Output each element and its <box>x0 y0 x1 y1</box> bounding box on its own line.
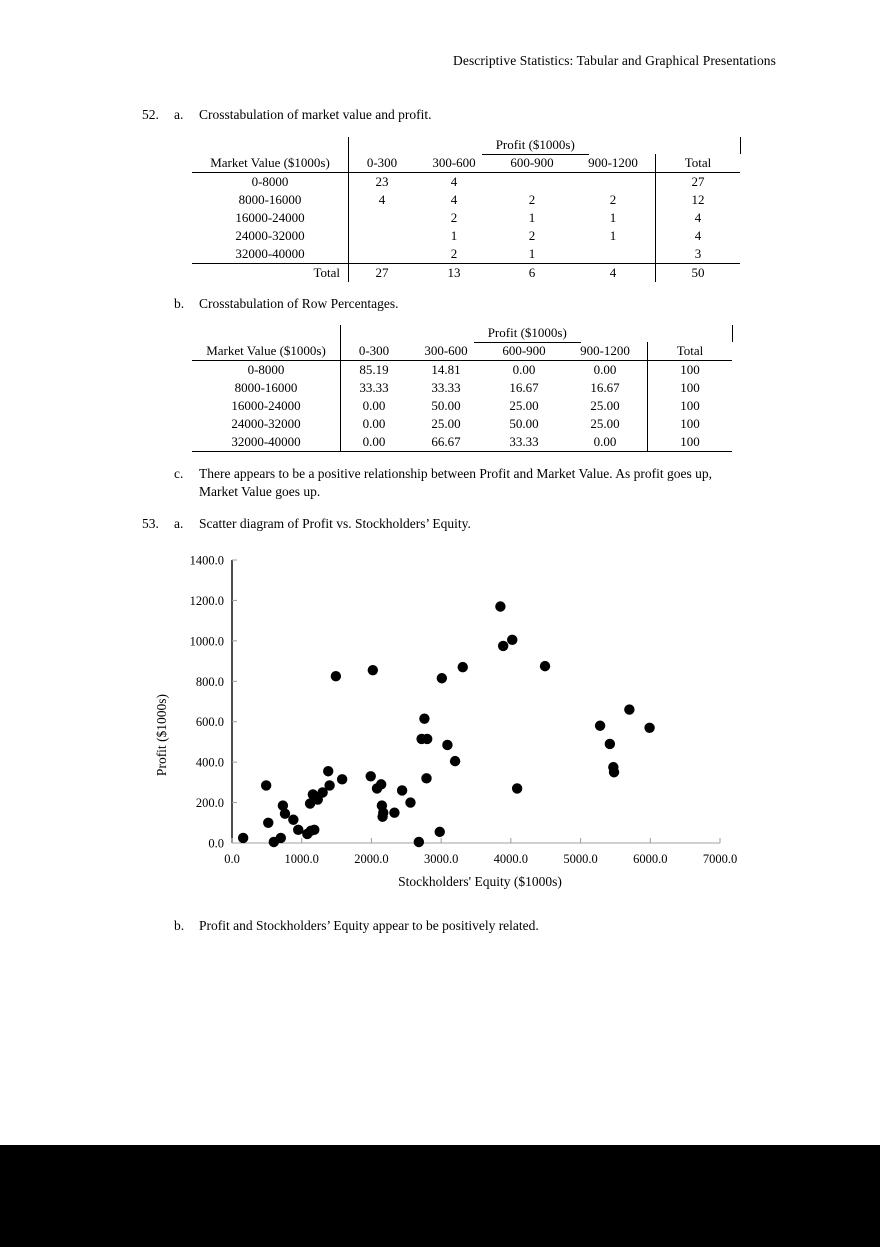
table-row <box>192 415 789 433</box>
table-row <box>192 173 797 192</box>
page-header: Descriptive Statistics: Tabular and Graphical Presentations <box>453 53 776 68</box>
cell: 16.67 <box>509 380 539 395</box>
item-52b-letter: b. <box>174 296 185 311</box>
row-header-label: Market Value ($1000s) <box>192 342 341 361</box>
table-totals-row <box>192 264 797 283</box>
item-52c-letter: c. <box>174 466 184 481</box>
cell: 0.00 <box>593 362 617 377</box>
scatter-point <box>422 734 432 744</box>
x-tick-label: 4000.0 <box>493 852 529 866</box>
y-tick-label: 1200.0 <box>189 593 224 608</box>
scatter-point <box>442 740 452 750</box>
item-52c-text-line1: There appears to be a positive relationship between Profit and Market Value. As profit goes up, <box>199 466 712 481</box>
row-header-label: Market Value ($1000s) <box>192 154 349 173</box>
scatter-point <box>624 704 634 714</box>
y-axis-title: Profit ($1000s) <box>154 693 169 777</box>
spacer-cell <box>740 137 797 154</box>
col-header-1: 300-600 <box>415 154 493 173</box>
cell: 2 <box>609 192 617 207</box>
cell <box>493 173 571 192</box>
scatter-point <box>498 641 508 651</box>
cell: 33.33 <box>341 379 408 397</box>
cell <box>571 173 656 192</box>
scatter-point <box>276 833 286 843</box>
scatter-point <box>261 780 271 790</box>
cell: 14.81 <box>431 362 461 377</box>
cell: 23 <box>349 173 416 192</box>
cell <box>349 227 416 245</box>
scatter-point <box>337 774 347 784</box>
spacer-cell <box>192 137 349 154</box>
cell: 0.00 <box>341 433 408 452</box>
table-row <box>192 227 797 245</box>
cell-total: 4 <box>656 209 741 227</box>
x-tick-label: 7000.0 <box>702 852 738 866</box>
cell-total: 100 <box>648 433 733 452</box>
cell: 1 <box>493 245 571 264</box>
spacer-cell <box>341 325 408 342</box>
table-row <box>192 397 789 415</box>
cell: 0.00 <box>341 415 408 433</box>
cell-total: 27 <box>656 173 741 192</box>
y-tick-label: 1400.0 <box>189 553 224 568</box>
x-axis-title: Stockholders' Equity ($1000s) <box>398 874 562 889</box>
cell: 0.00 <box>512 362 536 377</box>
crosstab-counts-table <box>192 137 797 282</box>
cell: 66.67 <box>407 433 485 452</box>
y-tick-label: 1000.0 <box>189 634 224 649</box>
row-label: 24000-32000 <box>231 416 301 431</box>
row-label: 32000-40000 <box>192 433 341 452</box>
table-row <box>192 191 797 209</box>
item-52c-text-line2: Market Value goes up. <box>199 484 321 499</box>
cell: 2 <box>415 245 493 264</box>
row-label: 0-8000 <box>251 174 289 189</box>
table-row <box>192 245 797 264</box>
table-header-row <box>192 154 797 173</box>
scatter-point <box>512 783 522 793</box>
cell-total: 4 <box>656 227 741 245</box>
x-tick-label: 6000.0 <box>633 852 668 866</box>
scatter-point <box>435 827 445 837</box>
scatter-point <box>280 808 290 818</box>
cell: 4 <box>609 265 617 280</box>
scatter-point <box>595 721 605 731</box>
cell: 33.33 <box>431 380 461 395</box>
scatter-point <box>397 785 407 795</box>
scatter-point <box>324 780 334 790</box>
item-52b-text: Crosstabulation of Row Percentages. <box>199 296 399 311</box>
cell: 16.67 <box>590 380 620 395</box>
y-tick-label: 200.0 <box>195 796 224 811</box>
span-header-label: Profit ($1000s) <box>474 325 581 343</box>
cell: 6 <box>528 265 536 280</box>
col-header-0: 0-300 <box>349 154 416 173</box>
scatter-point <box>421 773 431 783</box>
scatter-point <box>414 837 424 847</box>
table-span-header-row <box>192 137 797 154</box>
x-tick-label: 3000.0 <box>423 852 459 866</box>
cell: 85.19 <box>341 361 408 380</box>
cell-total: 100 <box>648 361 733 380</box>
totals-label: Total <box>313 265 340 280</box>
cell: 1 <box>609 210 617 225</box>
cell: 25.00 <box>509 398 539 413</box>
chart-axes <box>232 560 720 843</box>
item-53a-text: Scatter diagram of Profit vs. Stockholders’ Equity. <box>199 516 471 531</box>
cell: 1 <box>450 228 458 243</box>
cell: 0.00 <box>563 433 648 452</box>
scatter-point <box>309 825 319 835</box>
cell: 2 <box>528 192 536 207</box>
row-label: 16000-24000 <box>231 398 301 413</box>
spacer-cell <box>656 137 741 154</box>
row-label: 0-8000 <box>247 362 285 377</box>
x-tick-label: 5000.0 <box>563 852 598 866</box>
span-header-cell <box>407 325 648 342</box>
scatter-point <box>238 833 248 843</box>
cell-total: 50 <box>656 264 741 283</box>
item-52-number: 52. <box>142 107 159 122</box>
cell-total: 100 <box>648 415 733 433</box>
table-row <box>192 379 789 397</box>
scatter-point <box>609 767 619 777</box>
scatter-plot-svg <box>150 545 750 895</box>
scatter-points <box>238 601 655 847</box>
col-header-2: 600-900 <box>485 342 563 361</box>
col-header-2: 600-900 <box>493 154 571 173</box>
cell <box>571 245 656 264</box>
scatter-point <box>437 673 447 683</box>
x-axis-tick-labels <box>224 852 737 866</box>
cell <box>349 245 416 264</box>
row-label: 8000-16000 <box>238 192 302 207</box>
col-header-0: 0-300 <box>341 342 408 361</box>
col-header-total: Total <box>648 342 733 361</box>
cell-total: 3 <box>656 245 741 264</box>
scatter-point <box>458 662 468 672</box>
spacer-cell <box>349 137 416 154</box>
crosstab-rowpct-table <box>192 325 789 452</box>
table-row <box>192 361 789 380</box>
table-header-row <box>192 342 789 361</box>
scatter-point <box>507 635 517 645</box>
item-53b-letter: b. <box>174 918 185 933</box>
scatter-point <box>495 601 505 611</box>
row-label: 8000-16000 <box>234 380 298 395</box>
scatter-point <box>540 661 550 671</box>
scatter-point <box>644 723 654 733</box>
spacer-cell <box>732 325 789 342</box>
y-tick-label: 400.0 <box>195 755 224 770</box>
item-52a-letter: a. <box>174 107 184 122</box>
cell: 2 <box>450 210 458 225</box>
scatter-point <box>323 766 333 776</box>
scatter-point <box>263 818 273 828</box>
col-header-total: Total <box>656 154 741 173</box>
spacer-cell <box>192 325 341 342</box>
row-label: 24000-32000 <box>235 228 305 243</box>
scatter-point <box>419 713 429 723</box>
table-row <box>192 433 789 452</box>
item-52a-text: Crosstabulation of market value and profit. <box>199 107 432 122</box>
table-span-header-row <box>192 325 789 342</box>
cell: 33.33 <box>485 433 563 452</box>
cell: 1 <box>528 210 536 225</box>
span-header-label: Profit ($1000s) <box>482 137 589 155</box>
spacer-cell <box>648 325 733 342</box>
item-53-number: 53. <box>142 516 159 531</box>
item-53b-text: Profit and Stockholders’ Equity appear to be positively related. <box>199 918 539 933</box>
bottom-black-bar <box>0 1145 880 1247</box>
y-axis-tick-labels <box>190 554 224 851</box>
cell: 50.00 <box>431 398 461 413</box>
cell: 27 <box>349 264 416 283</box>
y-tick-label: 0.0 <box>208 836 224 851</box>
row-label: 32000-40000 <box>192 245 349 264</box>
scatter-point <box>605 739 615 749</box>
cell: 25.00 <box>590 398 620 413</box>
scatter-point <box>389 807 399 817</box>
cell: 4 <box>450 174 458 189</box>
scatter-point <box>450 756 460 766</box>
y-tick-label: 600.0 <box>195 715 224 730</box>
cell: 2 <box>528 228 536 243</box>
scatter-chart <box>150 545 750 895</box>
cell <box>349 209 416 227</box>
scatter-point <box>405 797 415 807</box>
row-label: 16000-24000 <box>235 210 305 225</box>
item-53a-letter: a. <box>174 516 184 531</box>
scatter-point <box>293 825 303 835</box>
scatter-point <box>331 671 341 681</box>
scatter-point <box>288 815 298 825</box>
cell: 0.00 <box>341 397 408 415</box>
x-tick-label: 2000.0 <box>354 852 389 866</box>
cell-total: 12 <box>656 191 741 209</box>
cell: 50.00 <box>509 416 539 431</box>
cell: 4 <box>349 191 416 209</box>
cell: 13 <box>447 265 461 280</box>
table-row <box>192 209 797 227</box>
x-tick-label: 0.0 <box>224 852 240 866</box>
col-header-3: 900-1200 <box>571 154 656 173</box>
cell: 4 <box>450 192 458 207</box>
x-tick-label: 1000.0 <box>284 852 319 866</box>
col-header-1: 300-600 <box>407 342 485 361</box>
scatter-point <box>368 665 378 675</box>
col-header-3: 900-1200 <box>563 342 648 361</box>
cell: 25.00 <box>431 416 461 431</box>
span-header-cell <box>415 137 656 154</box>
scatter-point <box>366 771 376 781</box>
cell-total: 100 <box>648 379 733 397</box>
cell: 25.00 <box>590 416 620 431</box>
cell-total: 100 <box>648 397 733 415</box>
scatter-point <box>376 779 386 789</box>
cell: 1 <box>609 228 617 243</box>
y-tick-label: 800.0 <box>195 674 224 689</box>
scatter-point <box>378 807 388 817</box>
